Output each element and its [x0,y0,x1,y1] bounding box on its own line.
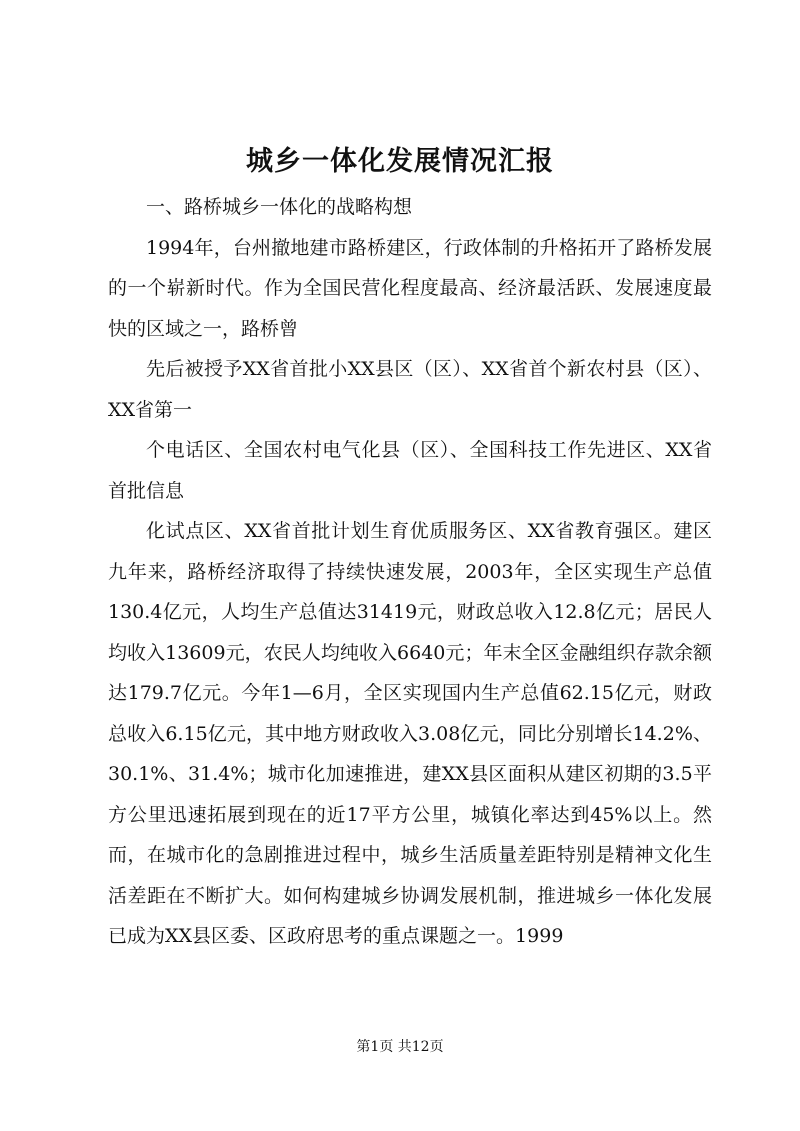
section-heading: 一、路桥城乡一体化的战略构想 [146,196,413,218]
paragraph: 先后被授予XX省首批小XX县区（区）、XX省首个新农村县（区）、XX省第一 [108,358,712,421]
paragraph: 个电话区、全国农村电气化县（区）、全国科技工作先进区、XX省首批信息 [108,439,712,502]
paragraph: 1994年，台州撤地建市路桥建区，行政体制的升格拓开了路桥发展的一个崭新时代。作为全国民营化程度最高、经济最活跃、发展速度最快的区域之一，路桥曾 [108,236,712,340]
paragraph: 化试点区、XX省首批计划生育优质服务区、XX省教育强区。建区九年来，路桥经济取得了持续快速发展，2003年，全区实现生产总值130.4亿元，人均生产总值达31419元，财政总收入12.8亿元；居民人均收入13609元，农民人均纯收入6640元；年末全区金融组织存款余额达179.7亿元。今年1—6月，全区实现国内生产总值62.15亿元，财政总收入6.15亿元，其中地方财政收入3.08亿元，同比分别增长14.2%、30.1%、31.4%；城市化加速推进，建XX县区面积从建区初期的3.5平方公里迅速拓展到现在的近17平方公里，城镇化率达到45%以上。然而，在城市化的急剧推进过程中，城乡生活质量差距特别是精神文化生活差距在不断扩大。如何构建城乡协调发展机制，推进城乡一体化发展已成为XX县区委、区政府思考的重点课题之一。1999 [108,520,712,947]
document-body [108,187,712,957]
document-title: 城乡一体化发展情况汇报 [246,146,554,177]
page-number-footer: 第1页 共12页 [356,1039,444,1055]
